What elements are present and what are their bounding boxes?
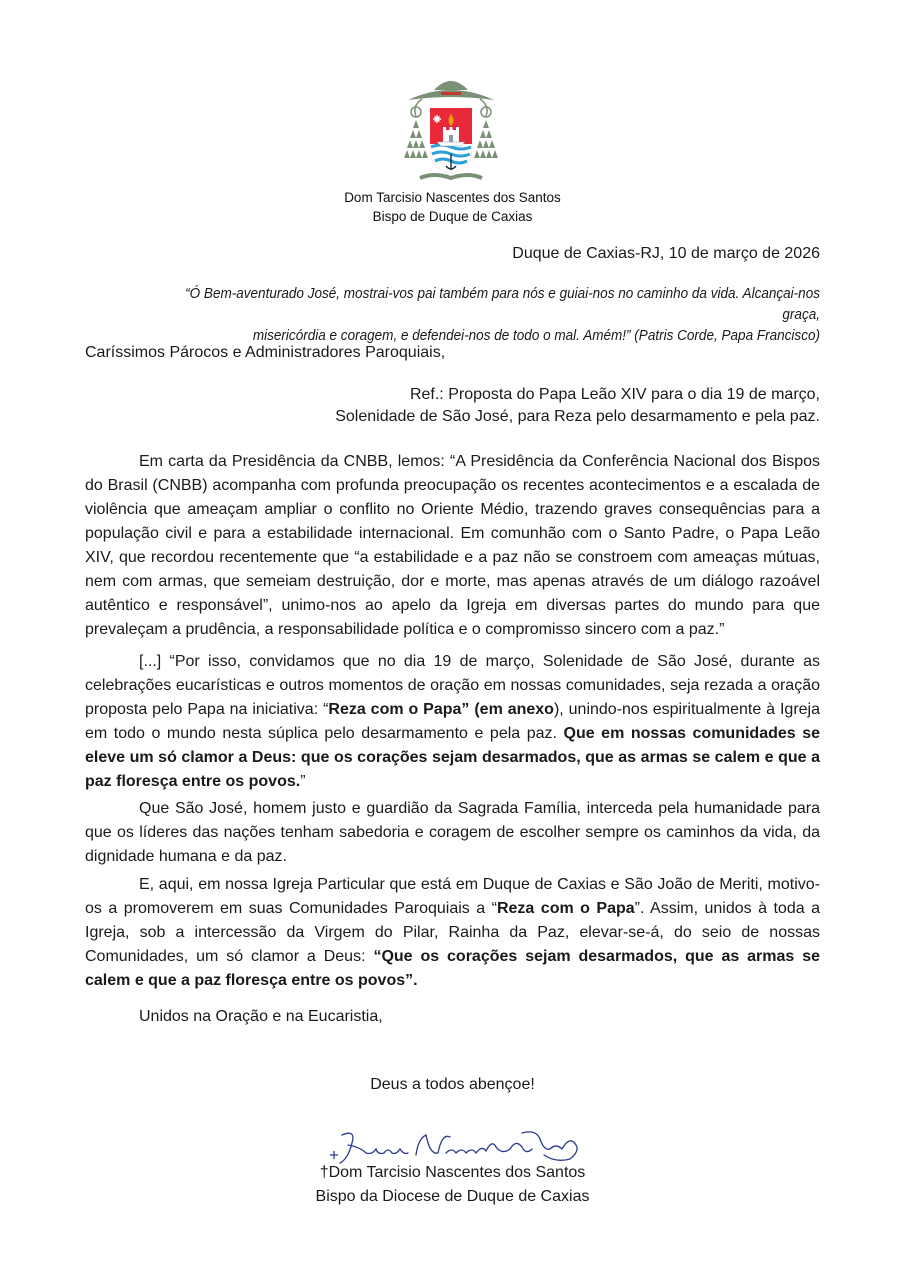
text-run: [...] “Por isso, convidamos que no dia 19 de março, Solenidade de São José, durante as celebrações eucarísticas e outros momentos de oração em nossas comunidades, seja rezada a oração proposta pelo Papa na iniciativa: “ [85, 653, 820, 718]
text-run: ” [300, 773, 306, 790]
reference-line: Solenidade de São José, para Reza pelo desarmamento e pela paz. [335, 408, 820, 425]
paragraph-invitation [85, 650, 820, 794]
bold-run: Reza com o Papa [496, 900, 635, 917]
reference-block [335, 384, 820, 428]
salutation: Caríssimos Párocos e Administradores Paroquiais, [85, 344, 446, 361]
epigraph-line: “Ó Bem-aventurado José, mostrai-vos pai também para nós e guiai-nos no caminho da vida. Alcançai-nos graça, [185, 286, 821, 323]
epigraph-line: misericórdia e coragem, e defendei-nos de todo o mal. Amém!” (Patris Corde, Papa Francisco) [252, 328, 820, 344]
paragraph-cnbb-letter: Em carta da Presidência da CNBB, lemos: “A Presidência da Conferência Nacional dos Bispos do Brasil (CNBB) acompanha com profunda preocupação os recentes acontecimentos e a escalada de violência que ameaçam ampliar o conflito no Oriente Médio, trazendo graves consequências para a população civil e para a estabilidade internacional. Em comunhão com o Santo Padre, o Papa Leão XIV, que recordou recentemente que “a estabilidade e a paz não se constroem com ameaças mútuas, nem com armas, que semeiam destruição, dor e morte, mas apenas através de um diálogo razoável autêntico e responsável”, unimo-nos ao apelo da Igreja em diversas partes do mundo para que prevaleçam a prudência, a responsabilidade política e o compromisso sincero com a paz.” [85, 453, 820, 638]
text-run: ”. Assim, unidos à toda a Igreja, sob a intercessão da Virgem do Pilar, Rainha da Paz, elevar-se-á, do seio de nossas Comunidades, um só clamor a Deus: [85, 900, 820, 965]
bold-run: Reza com o Papa” (em anexo [328, 701, 554, 718]
reference-line: Ref.: Proposta do Papa Leão XIV para o dia 19 de março, [409, 386, 820, 403]
episcopal-coat-of-arms-icon [404, 72, 498, 186]
paragraph-diocese [85, 873, 820, 993]
signatory-name: †Dom Tarcisio Nascentes dos Santos [319, 1164, 586, 1181]
signatory-title: Bispo da Diocese de Duque de Caxias [315, 1188, 590, 1205]
bold-run: Que em nossas comunidades se eleve um só clamor a Deus: que os corações sejam desarmados, que as armas se calem e que a paz floresça entre os povos. [85, 725, 821, 790]
issuer-title: Bispo de Duque de Caxias [372, 209, 533, 224]
paragraph-saint-joseph: Que São José, homem justo e guardião da Sagrada Família, interceda pela humanidade para que os líderes das nações tenham sabedoria e coragem de escolher sempre os caminhos da vida, da dignidade humana e da paz. [85, 800, 820, 865]
text-run: E, aqui, em nossa Igreja Particular que está em Duque de Caxias e São João de Meriti, motivo-os a promoverem em suas Comunidades Paroquiais a “ [85, 876, 820, 917]
bold-run: “Que os corações sejam desarmados, que as armas se calem e que a paz floresça entre os povos”. [85, 948, 820, 989]
letter-date: Duque de Caxias-RJ, 10 de março de 2026 [512, 245, 820, 262]
epigraph-quote [162, 284, 820, 347]
issuer-name: Dom Tarcisio Nascentes dos Santos [344, 190, 561, 205]
text-run: ), unindo-nos espiritualmente à Igreja em todo o mundo nesta súplica pelo desarmamento e pela paz. [85, 701, 821, 742]
closing-line: Unidos na Oração e na Eucaristia, [139, 1008, 383, 1025]
blessing-line: Deus a todos abençoe! [370, 1076, 535, 1093]
